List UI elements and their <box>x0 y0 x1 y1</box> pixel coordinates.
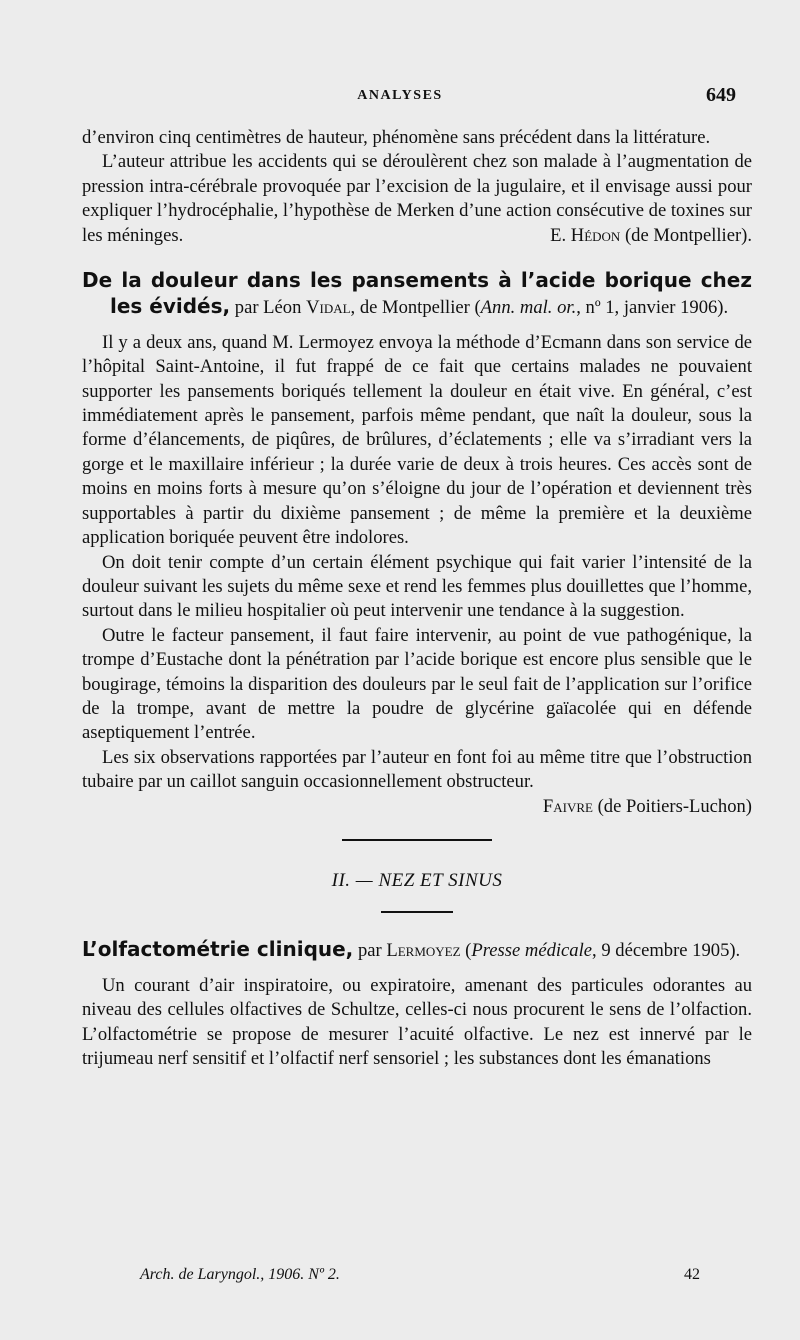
section-title-underline <box>381 911 453 913</box>
article2-paragraph-3: Outre le facteur pansement, il faut faire intervenir, au point de vue pathogénique, la trompe d’Eustache dont la pénétration par l’acide borique est encore plus sensible que le bougirage, témoins la disparition des douleurs par le seul fait de l’application sur l’orifice de la trompe, avant de mettre la poudre de glycérine gaïacolée qui en défende aseptiquement l’entrée. <box>82 624 752 744</box>
article3-heading <box>82 937 752 963</box>
article2-paragraph-1: Il y a deux ans, quand M. Lermoyez envoya la méthode d’Ecmann dans son service de l’hôpital Saint-Antoine, il fut frappé de ce fait que certains malades ne pouvaient supporter les pansements boriqués tellement la douleur en était vive. En général, c’est immédiatement après le pansement, parfois même pendant, que naît la douleur, sous la forme d’élancements, de piqûres, de brûlures, d’éclatements ; elle va s’irradiant vers la gorge et le maxillaire inférieur ; la durée varie de deux à trois heures. Ces accès sont de moins en moins forts à mesure qu’on s’éloigne du jour de l’opération et deviennent très supportables à partir du dixième pansement ; de même la première et la deuxième application boriquée peuvent être indolores. <box>82 331 752 549</box>
article3-paragraph-1: Un courant d’air inspiratoire, ou expiratoire, amenant des particules odorantes au niveau des cellules olfactives de Schultze, celles-ci nous procurent le sens de l’olfaction. L’olfactométrie se propose de mesurer l’acuité olfactive. Le nez est innervé par le trijumeau nerf sensitif et l’olfactif nerf sensoriel ; les substances dont les émanations <box>82 974 752 1069</box>
article3-issue-post: , 9 décembre 1905). <box>592 940 741 962</box>
article2-issue: , nº 1, janvier 1906). <box>576 297 729 319</box>
running-head: ANALYSES <box>357 88 443 103</box>
signature-name: E. Hédon <box>550 224 621 246</box>
article3-by: par <box>357 940 382 962</box>
page-header <box>0 84 800 114</box>
section-title: II. — NEZ ET SINUS <box>331 869 503 891</box>
article3-author: Lermoyez <box>386 940 461 962</box>
article2-paragraph-2: On doit tenir compte d’un certain élément psychique qui fait varier l’intensité de la douleur suivant les sujets du même sexe et rend les femmes plus douillettes que l’homme, surtout dans le milieu hospitalier où peut intervenir une tendance à la suggestion. <box>82 551 752 622</box>
footer-signature: 42 <box>684 1266 700 1283</box>
article1-paragraph-1: d’environ cinq centimètres de hauteur, phénomène sans précédent dans la littérature. <box>82 127 711 148</box>
article2-affiliation: , de Montpellier ( <box>350 297 481 319</box>
article2-journal: Ann. mal. or. <box>480 297 577 319</box>
article1-signature <box>530 224 752 248</box>
page-body <box>82 126 752 1071</box>
signature-name: Faivre <box>542 795 593 817</box>
article2-title: De la douleur dans les pansements à l’acide borique chez les évidés, <box>82 268 752 319</box>
article2-paragraph-4 <box>82 746 752 819</box>
page-footer <box>140 1266 700 1284</box>
page-number: 649 <box>706 84 736 106</box>
signature-place: (de Poitiers-Luchon) <box>597 795 752 817</box>
separator-rule <box>342 839 492 841</box>
article3-issue-pre: ( <box>460 940 472 962</box>
article2-signature <box>523 795 752 819</box>
article2-paragraph-4-text: Les six observations rapportées par l’auteur en font foi au même titre que l’obstruction tubaire par un caillot sanguin occasionnellement obstructeur. <box>82 746 752 793</box>
footer-journal: Arch. de Laryngol., 1906. Nº 2. <box>140 1266 340 1283</box>
article3-title: L’olfactométrie clinique, <box>82 937 354 962</box>
article2-heading <box>82 268 752 321</box>
signature-place: (de Montpellier). <box>624 224 752 246</box>
article1-paragraph-2 <box>82 150 752 248</box>
article3-journal: Presse médicale <box>471 940 593 962</box>
article2-author: Vidal <box>306 297 351 319</box>
article2-by: par Léon <box>234 297 302 319</box>
section-separator <box>82 839 752 841</box>
article1-paragraph-2-text: L’auteur attribue les accidents qui se déroulèrent chez son malade à l’augmentation de pression intra-cérébrale provoquée par l’excision de la jugulaire, et il envisage aussi pour expliquer l’hydrocéphalie, l’hypothèse de Merken d’une action consécutive de toxines sur les méninges. <box>82 151 752 246</box>
